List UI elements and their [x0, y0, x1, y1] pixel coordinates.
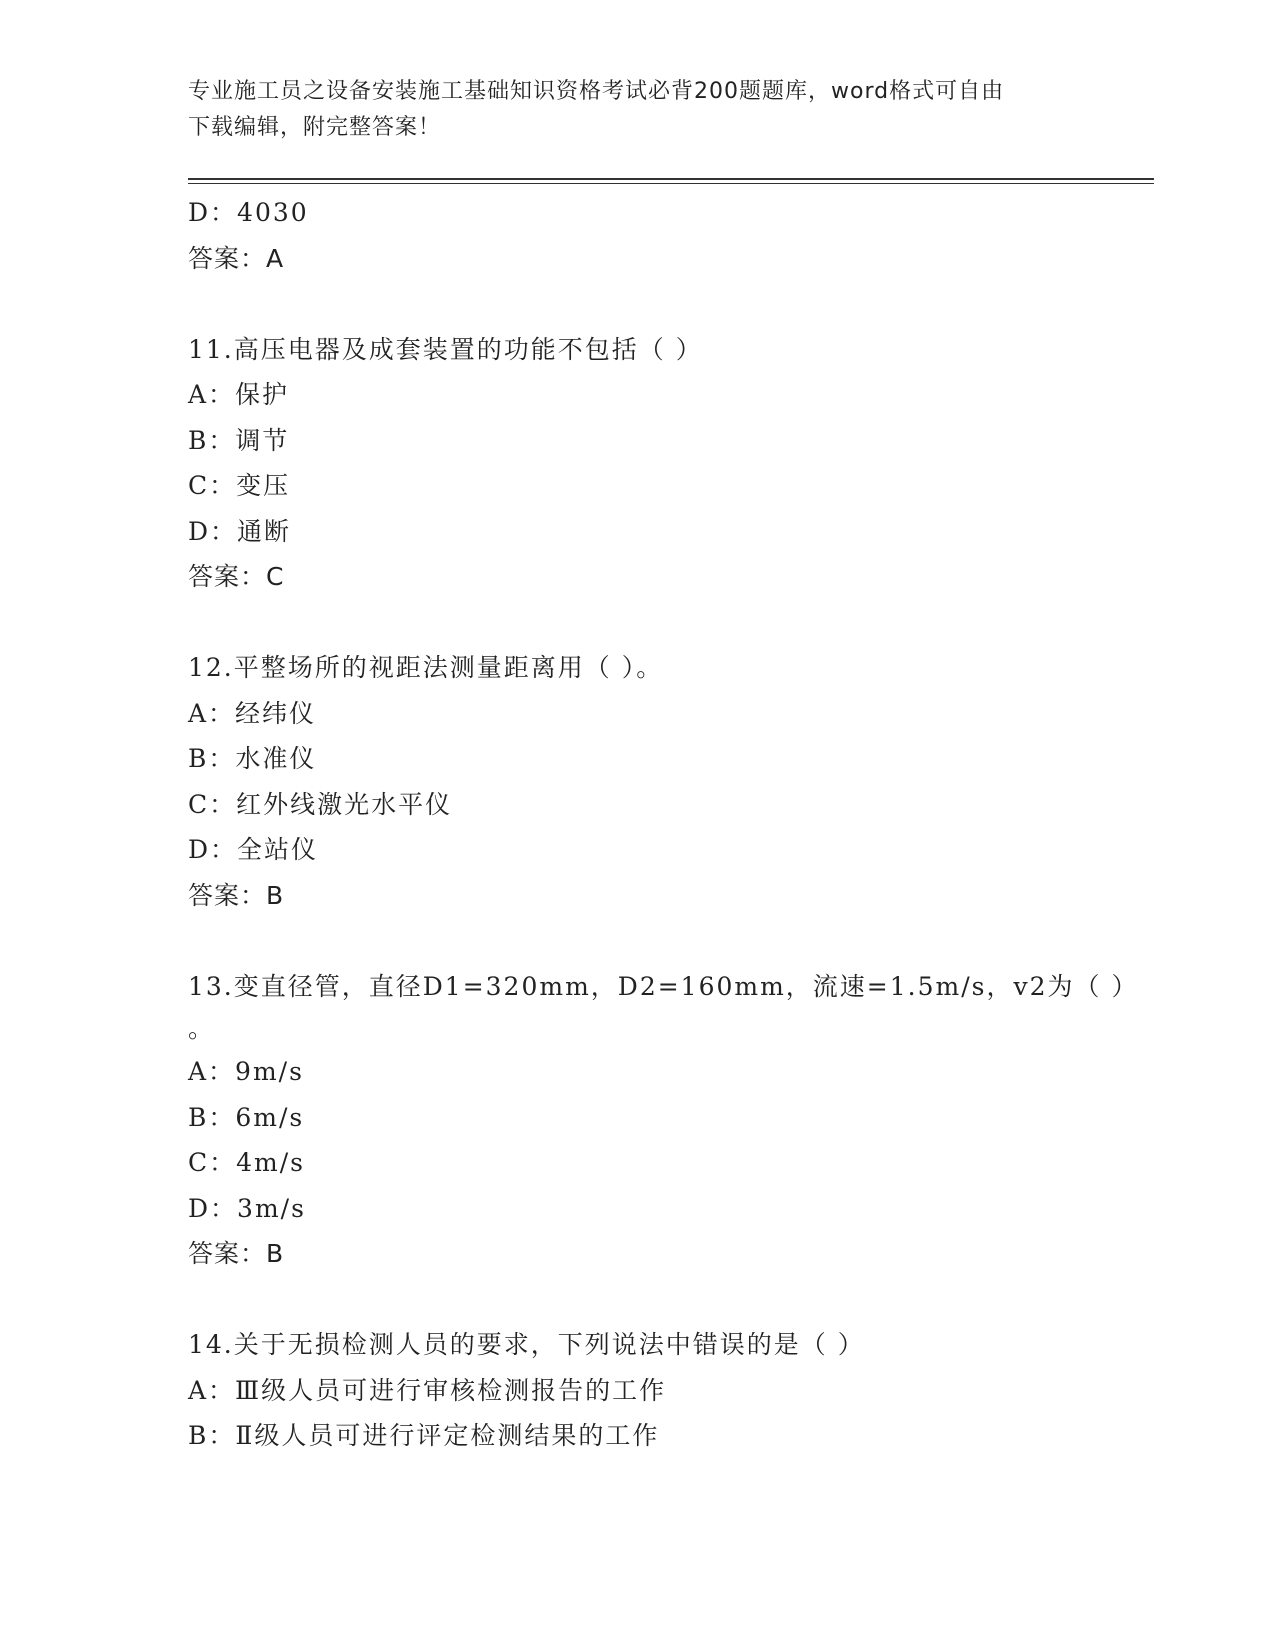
option-a: A：Ⅲ级人员可进行审核检测报告的工作 — [188, 1375, 667, 1405]
question-14 — [188, 1322, 1088, 1459]
option-d: D：全站仪 — [188, 835, 319, 864]
option-b: B：Ⅱ级人员可进行评定检测结果的工作 — [188, 1421, 660, 1450]
question-13 — [188, 964, 1139, 1277]
option-b: B：调节 — [188, 425, 290, 455]
spacer — [188, 1277, 1088, 1323]
option-a: A：经纬仪 — [188, 698, 317, 728]
option-c: C：红外线激光水平仪 — [188, 789, 453, 819]
question-stem: 11.高压电器及成套装置的功能不包括（ ） — [188, 334, 703, 364]
answer-line: 答案：A — [188, 243, 285, 273]
question-stem: 12.平整场所的视距法测量距离用（ ）。 — [188, 653, 664, 682]
option-d: D：3m/s — [188, 1193, 306, 1223]
question-12 — [188, 645, 1088, 918]
option-d: D：4030 — [188, 198, 309, 227]
header-divider-thin — [188, 183, 1154, 184]
question-stem-continuation: 。 — [188, 1014, 216, 1043]
option-c: C：4m/s — [188, 1148, 305, 1177]
option-b: B：水准仪 — [188, 744, 317, 773]
option-c: C：变压 — [188, 471, 291, 500]
option-b: B：6m/s — [188, 1102, 305, 1132]
answer-line: 答案：B — [188, 880, 285, 910]
header-title-line-2: 下载编辑，附完整答案！ — [188, 115, 442, 140]
spacer — [188, 281, 1088, 327]
header-title-line-1: 专业施工员之设备安装施工基础知识资格考试必背200题题库，word格式可自由 — [188, 79, 1005, 104]
answer-line: 答案：B — [188, 1239, 285, 1268]
option-a: A：保护 — [188, 380, 290, 409]
question-stem: 14.关于无损检测人员的要求，下列说法中错误的是（ ） — [188, 1330, 865, 1359]
answer-line: 答案：C — [188, 562, 285, 591]
option-d: D：通断 — [188, 516, 292, 546]
header-divider-thick — [188, 178, 1154, 180]
question-11 — [188, 327, 1088, 600]
previous-question-tail — [188, 190, 1088, 281]
spacer — [188, 600, 1088, 646]
question-list — [188, 190, 1139, 1459]
spacer — [188, 918, 1088, 964]
document-header — [188, 74, 1088, 146]
question-stem: 13.变直径管，直径D1=320mm，D2=160mm，流速=1.5m/s，v2为（ ） — [188, 971, 1139, 1001]
option-a: A：9m/s — [188, 1057, 304, 1086]
